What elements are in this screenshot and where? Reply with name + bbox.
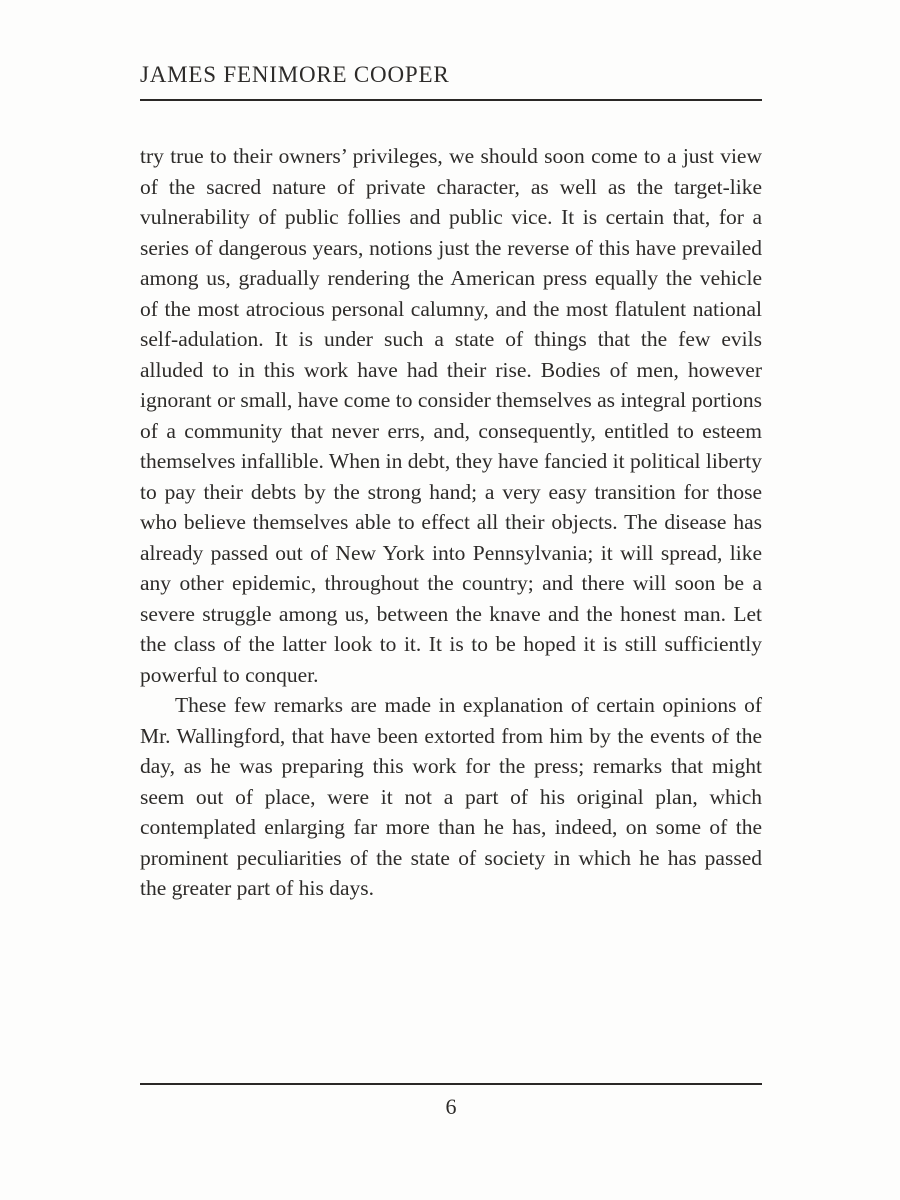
page-number: 6 [445, 1094, 457, 1119]
running-header [140, 62, 762, 101]
content-column [140, 0, 762, 904]
page-body [140, 141, 762, 904]
running-header-title: JAMES FENIMORE COOPER [140, 62, 762, 101]
page-footer [140, 1083, 762, 1120]
paragraph: These few remarks are made in explanation of certain opinions of Mr. Wallingford, that have been extorted from him by the events of the day, as he was preparing this work for the press; remarks that might seem out of place, were it not a part of his original plan, which contemplated enlarging far more than he has, indeed, on some of the prominent peculiarities of the state of society in which he has passed the greater part of his days. [140, 693, 762, 900]
paragraph: try true to their owners’ privileges, we should soon come to a just view of the sacred nature of private character, as well as the target-like vulnerability of public follies and public vice. It is certain that, for a series of dangerous years, notions just the reverse of this have prevailed among us, gradually rendering the American press equally the vehicle of the most atrocious personal calumny, and the most flatulent national self-adulation. It is under such a state of things that the few evils alluded to in this work have had their rise. Bodies of men, however ignorant or small, have come to consider themselves as integral portions of a community that never errs, and, consequently, entitled to esteem themselves infallible. When in debt, they have fancied it political liberty to pay their debts by the strong hand; a very easy transition for those who believe themselves able to effect all their objects. The disease has already passed out of New York into Pennsylvania; it will spread, like any other epidemic, throughout the country; and there will soon be a severe struggle among us, between the knave and the honest man. Let the class of the latter look to it. It is to be hoped it is still sufficiently powerful to conquer. [140, 144, 762, 687]
